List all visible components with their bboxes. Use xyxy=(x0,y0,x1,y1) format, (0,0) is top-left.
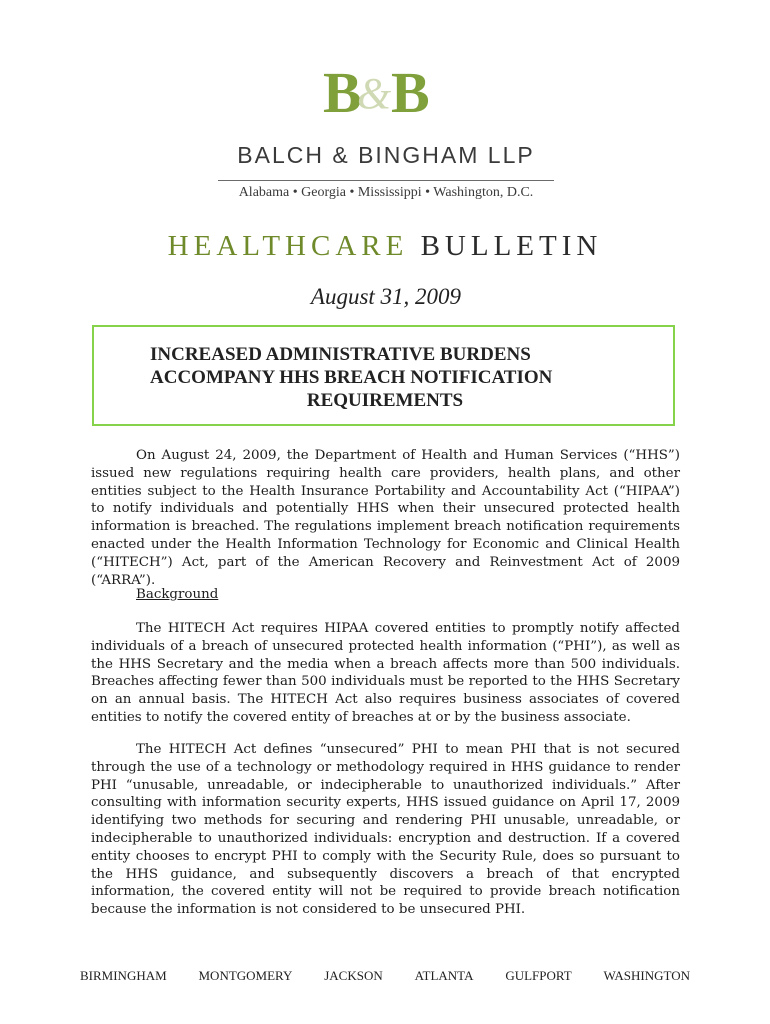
firm-logo xyxy=(323,62,439,116)
office-atlanta: ATLANTA xyxy=(414,968,474,983)
headline xyxy=(150,343,620,412)
office-jackson: JACKSON xyxy=(324,968,383,983)
background-paragraph-2: The HITECH Act defines “unsecured” PHI to mean PHI that is not secured through the use of a technology or methodology required in HHS guidance to render PHI “unusable, unreadable, or indecipherable to unauthorized individuals.” After consulting with information security experts, HHS issued guidance on April 17, 2009 identifying two methods for securing and rendering PHI unusable, unreadable, or indecipherable to unauthorized individuals: encryption and destruction. If a covered entity chooses to encrypt PHI to comply with the Security Rule, does so pursuant to the HHS guidance, and subsequently discovers a breach of that encrypted information, the covered entity will not be required to provide breach notification because the information is not considered to be unsecured PHI. xyxy=(91,742,680,918)
bulletin-date: August 31, 2009 xyxy=(310,284,462,309)
intro-paragraph: On August 24, 2009, the Department of Health and Human Services (“HHS”) issued new regulations requiring health care providers, health plans, and other entities subject to the Health Insurance Portability and Accountability Act (“HIPAA”) to notify individuals and potentially HHS when their unsecured protected health information is breached. The regulations implement breach notification requirements enacted under the Health Information Technology for Economic and Clinical Health (“HITECH”) Act, part of the American Recovery and Reinvestment Act of 2009 (“ARRA”). xyxy=(91,448,680,588)
svg-text:B: B xyxy=(323,62,362,116)
background-paragraph-1: The HITECH Act requires HIPAA covered entities to promptly notify affected individuals of a breach of unsecured protected health information (“PHI”), as well as the HHS Secretary and the media when a breach affects more than 500 individuals. Breaches affecting fewer than 500 individuals must be reported to the HHS Secretary on an annual basis. The HITECH Act also requires business associates of covered entities to notify the covered entity of breaches at or by the business associate. xyxy=(91,621,680,725)
bulletin-title xyxy=(80,230,690,263)
background-section-2 xyxy=(91,741,680,919)
headline-line-3: REQUIREMENTS xyxy=(306,390,464,411)
headline-line-2: ACCOMPANY HHS BREACH NOTIFICATION xyxy=(150,367,553,388)
office-footer xyxy=(80,968,690,984)
headline-box xyxy=(92,325,675,426)
office-birmingham: BIRMINGHAM xyxy=(80,968,167,983)
firm-name-divider xyxy=(218,180,554,181)
office-washington: WASHINGTON xyxy=(603,968,690,983)
office-gulfport: GULFPORT xyxy=(505,968,572,983)
bulletin-title-healthcare: HEALTHCARE xyxy=(167,230,409,262)
headline-line-1: INCREASED ADMINISTRATIVE BURDENS xyxy=(150,344,531,365)
firm-name: BALCH & BINGHAM LLP xyxy=(237,142,535,168)
office-montgomery: MONTGOMERY xyxy=(198,968,293,983)
svg-text:&: & xyxy=(357,69,392,116)
bulletin-title-bulletin: BULLETIN xyxy=(420,230,603,262)
svg-text:B: B xyxy=(391,62,430,116)
background-heading: Background xyxy=(136,587,219,602)
background-section-1 xyxy=(91,620,680,727)
firm-locations: Alabama • Georgia • Mississippi • Washington, D.C. xyxy=(238,185,534,200)
intro-section xyxy=(91,447,680,589)
